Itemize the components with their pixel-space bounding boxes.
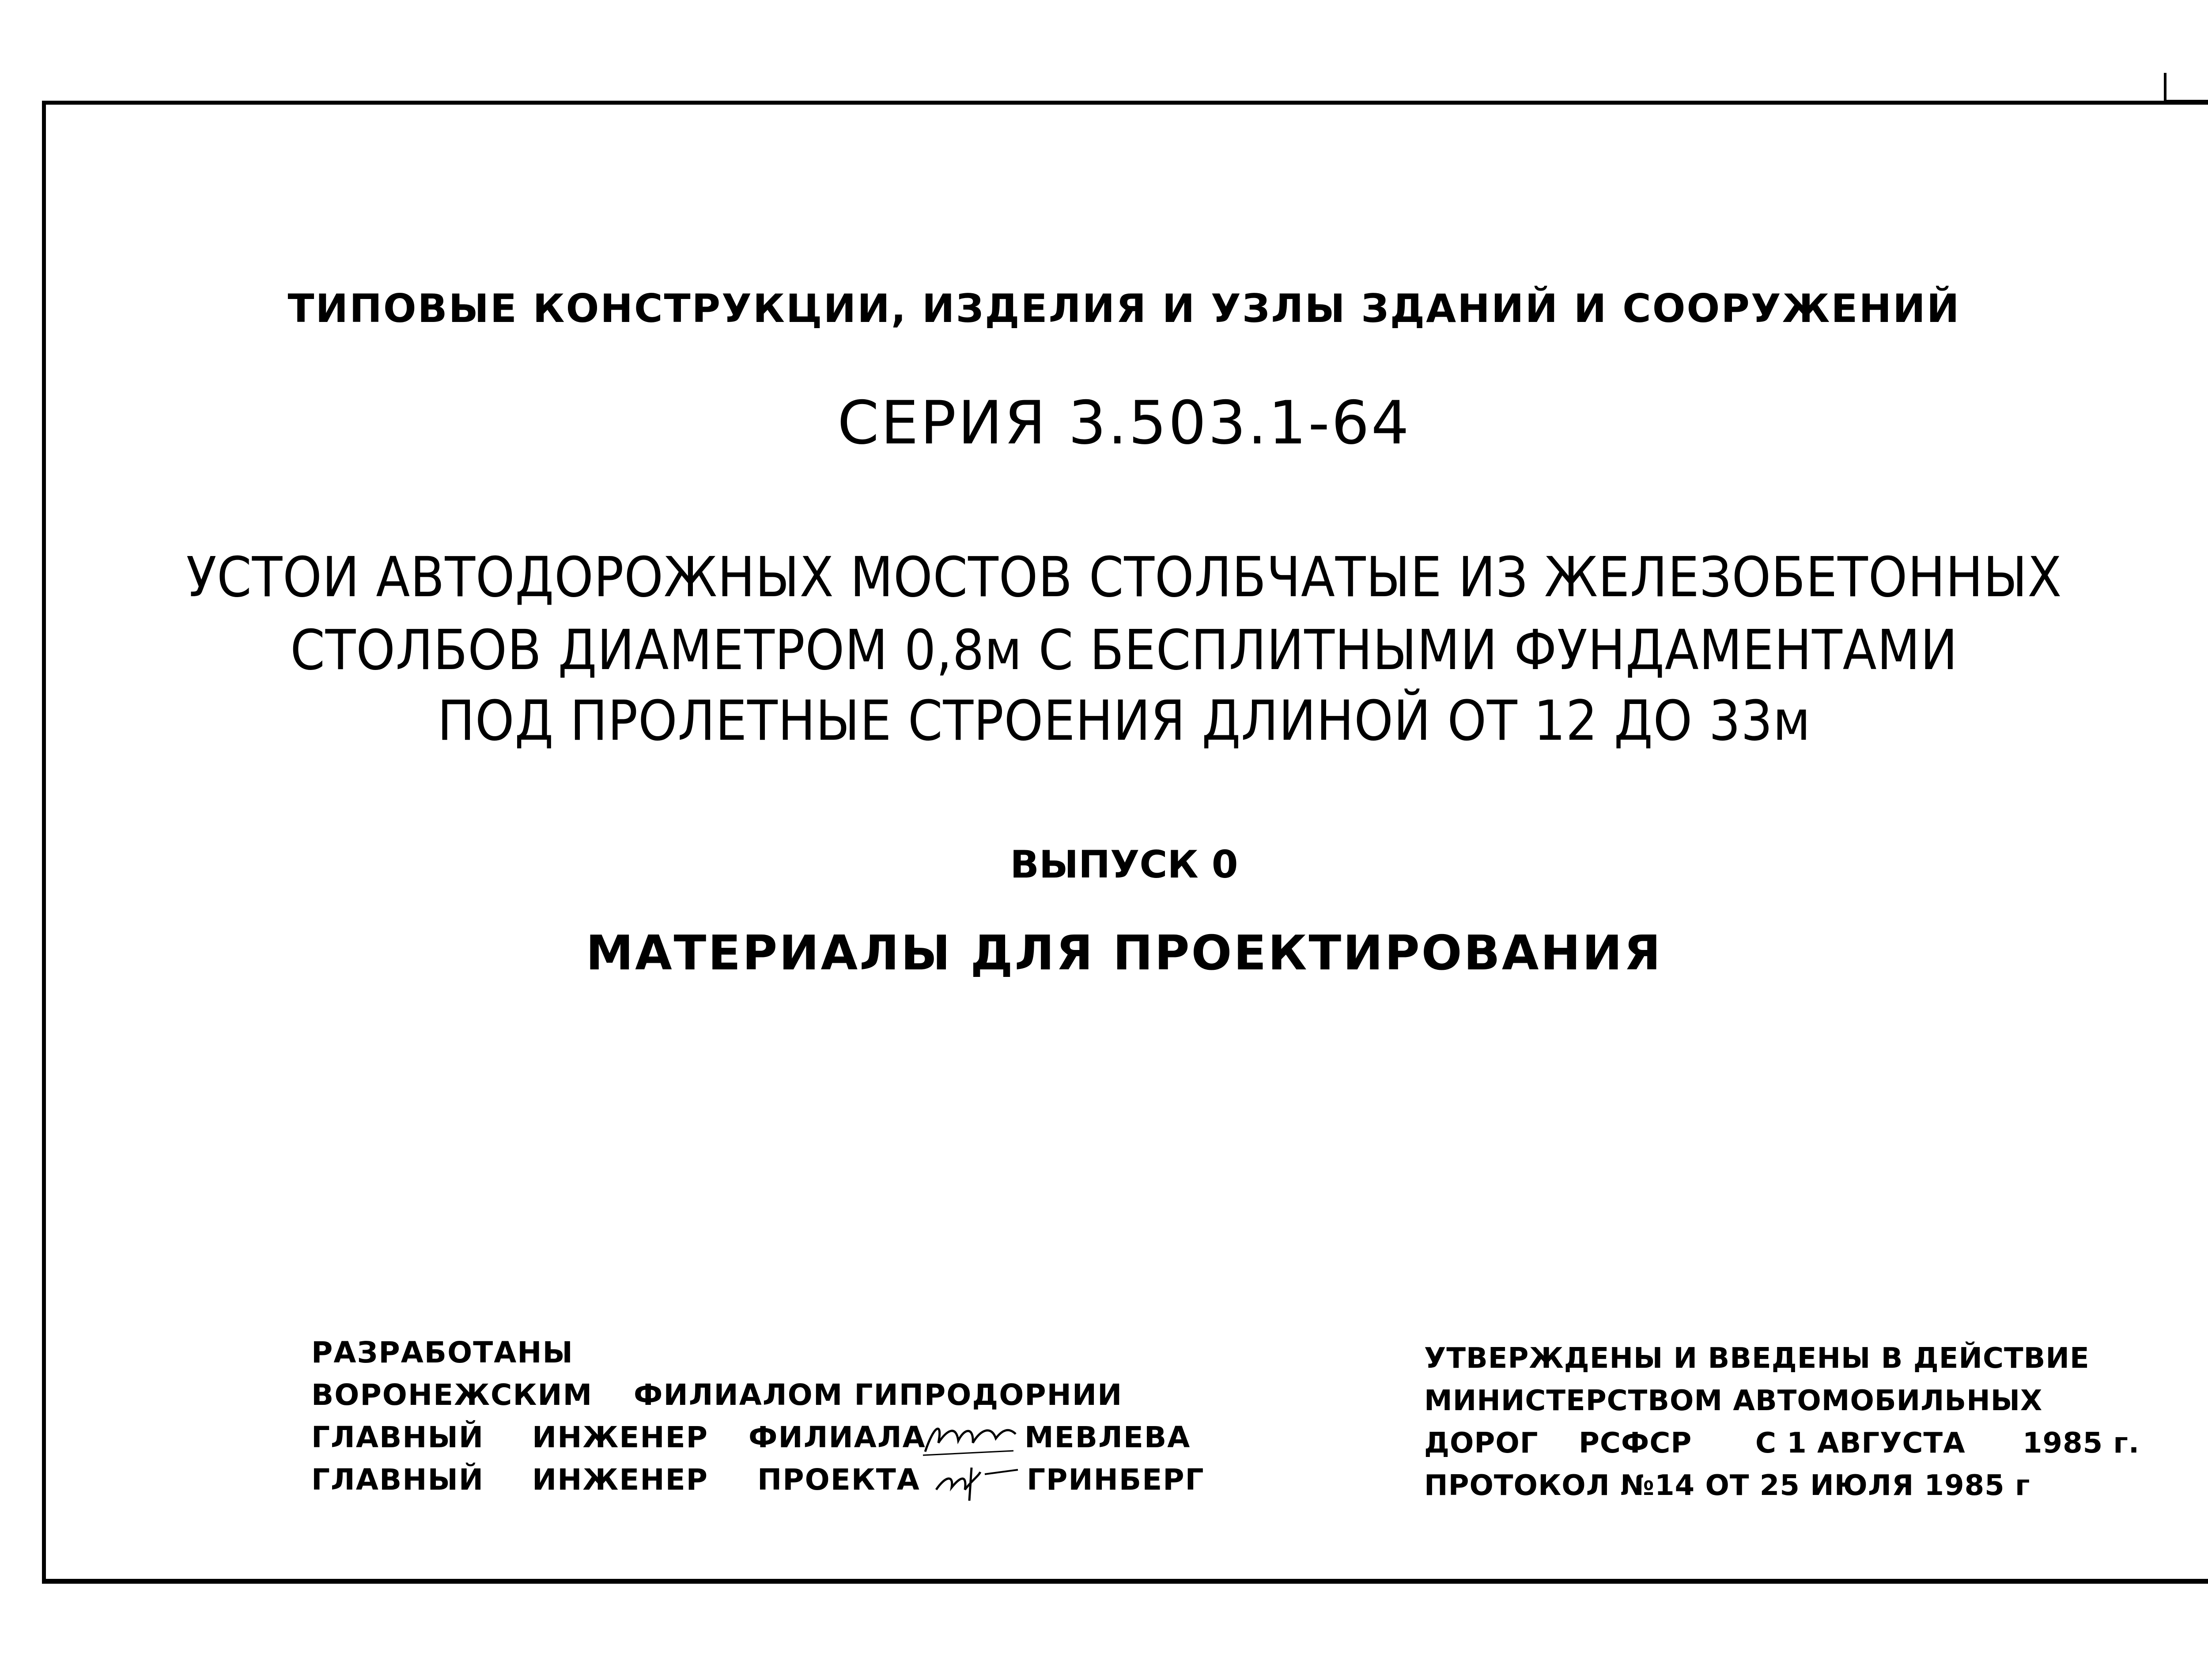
title-line-2: СТОЛБОВ ДИАМЕТРОМ 0,8м С БЕСПЛИТНЫМИ ФУНДАМЕНТАМИ [290, 618, 1958, 682]
chief1-name: МЕВЛЕВА [1025, 1420, 1191, 1454]
issue-label: ВЫПУСК 0 [1010, 843, 1238, 887]
chief2-name: ГРИНБЕРГ [1027, 1463, 1205, 1497]
chief2-word3: ПРОЕКТА [757, 1463, 920, 1497]
approval-rsfsr: РСФСР [1579, 1427, 1692, 1460]
title-line-3: ПОД ПРОЛЕТНЫЕ СТРОЕНИЯ ДЛИНОЙ ОТ 12 ДО 33м [437, 689, 1811, 753]
frame-top-extension [2164, 100, 2208, 104]
chief2-word2: ИНЖЕНЕР [532, 1463, 709, 1497]
chief1-word3: ФИЛИАЛА [749, 1420, 926, 1454]
frame-corner-tick [2164, 73, 2166, 104]
approval-line-1: УТВЕРЖДЕНЫ И ВВЕДЕНЫ В ДЕЙСТВИЕ [1424, 1342, 2090, 1375]
signature-grinberg [927, 1459, 1025, 1501]
developed-org-city: ВОРОНЕЖСКИМ [311, 1378, 593, 1412]
chief1-word1: ГЛАВНЫЙ [311, 1420, 484, 1454]
developed-org-name: ФИЛИАЛОМ ГИПРОДОРНИИ [634, 1378, 1123, 1412]
series-number: СЕРИЯ 3.503.1-64 [837, 388, 1411, 458]
signature-mevleva [921, 1416, 1018, 1459]
chief1-word2: ИНЖЕНЕР [532, 1420, 709, 1454]
approval-year: 1985 г. [2023, 1427, 2140, 1460]
approval-line-2: МИНИСТЕРСТВОМ АВТОМОБИЛЬНЫХ [1424, 1385, 2043, 1417]
chief2-word1: ГЛАВНЫЙ [311, 1463, 484, 1497]
developed-heading: РАЗРАБОТАНЫ [311, 1336, 574, 1370]
issue-subtitle: МАТЕРИАЛЫ ДЛЯ ПРОЕКТИРОВАНИЯ [586, 926, 1663, 981]
approval-date: С 1 АВГУСТА [1755, 1427, 1966, 1460]
approval-roads: ДОРОГ [1424, 1427, 1539, 1460]
title-line-1: УСТОИ АВТОДОРОЖНЫХ МОСТОВ СТОЛБЧАТЫЕ ИЗ ЖЕЛЕЗОБЕТОННЫХ [186, 545, 2062, 609]
approval-protocol: ПРОТОКОЛ №14 ОТ 25 ИЮЛЯ 1985 г [1424, 1469, 2030, 1502]
document-heading: ТИПОВЫЕ КОНСТРУКЦИИ, ИЗДЕЛИЯ И УЗЛЫ ЗДАНИЙ И СООРУЖЕНИЙ [287, 286, 1961, 331]
